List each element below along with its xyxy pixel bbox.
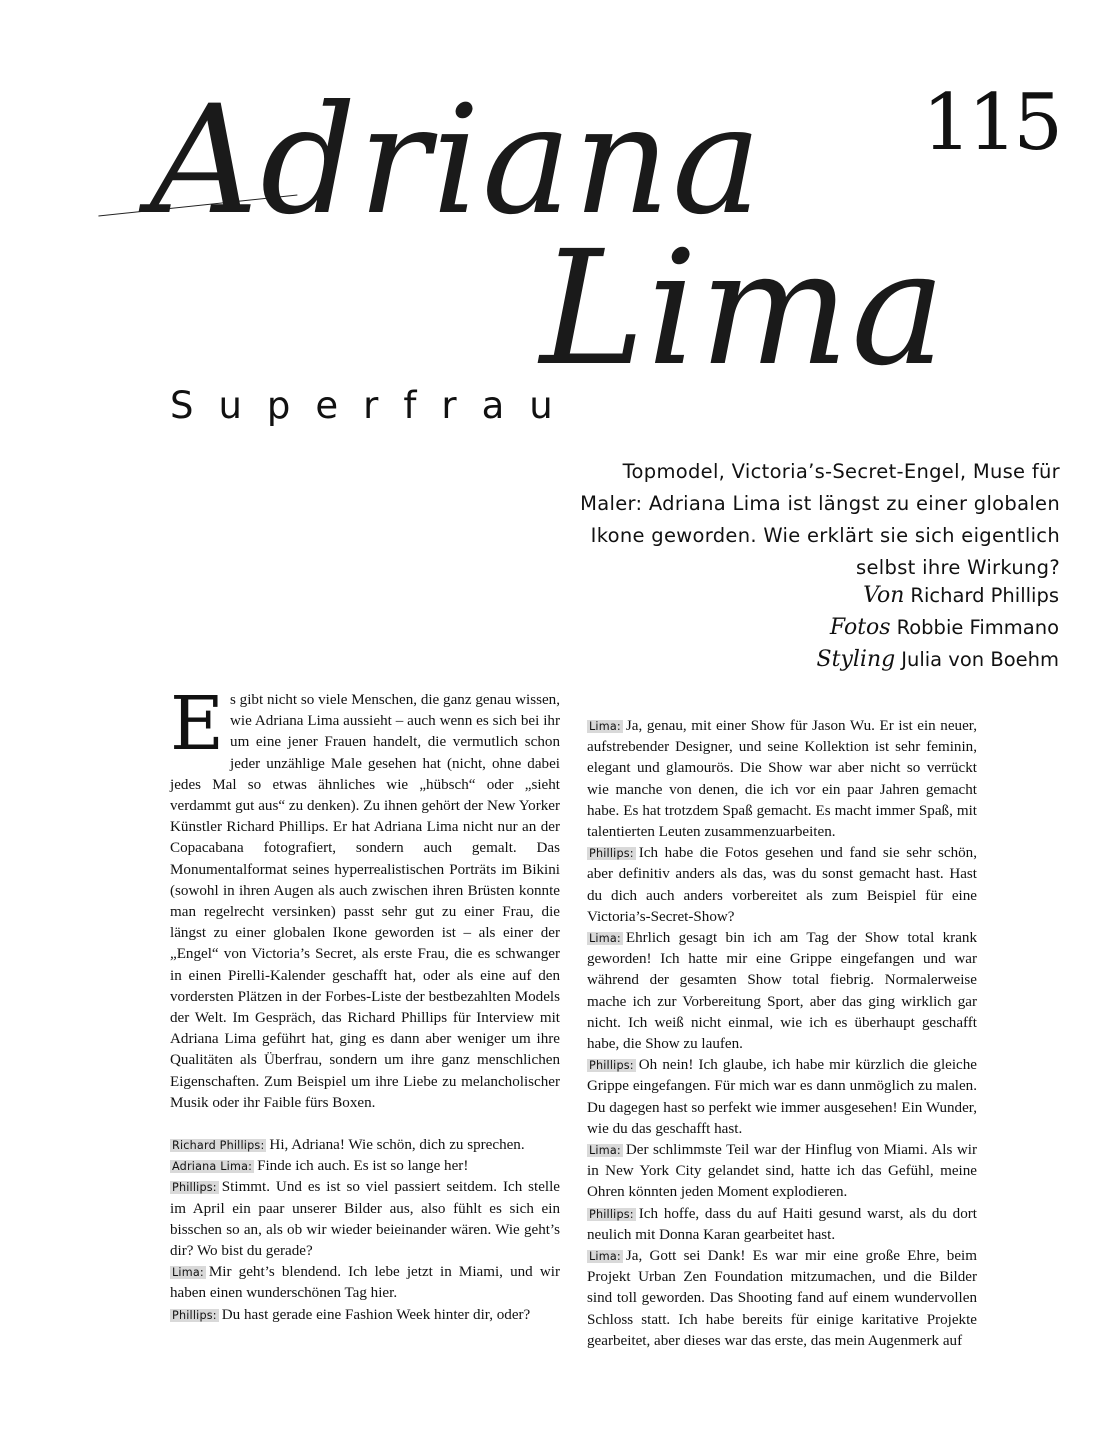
dialogue-line bbox=[170, 1262, 560, 1304]
intro-paragraph bbox=[170, 681, 560, 1114]
speaker-label: Lima: bbox=[589, 1250, 621, 1264]
dialogue-text: Ehrlich gesagt bin ich am Tag der Show total krank geworden! Ich hatte mir eine Grippe eingefangen und war während der gesamten Show total fiebrig. Normalerweise mache ich zur Vorbereitung Sport, aber das ging wirklich gar nicht. Ich weiß nicht einmal, wie ich es überhaupt geschafft habe, die Show zu laufen. bbox=[587, 930, 977, 1053]
dialogue-text: Mir geht’s blendend. Ich lebe jetzt in Miami, und wir haben einen wunderschönen Tag hier. bbox=[170, 1264, 560, 1302]
dialogue-line bbox=[170, 1177, 560, 1262]
column-right bbox=[587, 716, 977, 1352]
credit-role: Von bbox=[863, 583, 905, 608]
dialogue-text: Ich hoffe, dass du auf Haiti gesund warst, als du dort neulich mit Donna Karan gearbeitet hast. bbox=[587, 1205, 977, 1243]
dialogue-line bbox=[587, 1246, 977, 1352]
dialogue-text: Ja, Gott sei Dank! Es war mir eine große Ehre, beim Projekt Urban Zen Foundation mitzumachen, und die Bilder sind toll geworden. Das Shooting fand auf einem wundervollen Schloss statt. Ich habe bereits für einige karitative Projekte gearbeitet, aber dieses war das erste, das mein Augenmerk auf bbox=[587, 1248, 977, 1349]
dialogue-text: Finde ich auch. Es ist so lange her! bbox=[257, 1158, 469, 1175]
lede: Topmodel, Victoria’s-Secret-Engel, Muse für Maler: Adriana Lima ist längst zu einer globalen Ikone geworden. Wie erklärt sie sich eigentlich selbst ihre Wirkung? bbox=[580, 460, 1060, 579]
title-first-name: Adriana bbox=[150, 74, 764, 248]
dialogue-line bbox=[587, 928, 977, 1055]
page-number: 115 bbox=[922, 78, 1059, 168]
dialogue-text: Stimmt. Und es ist so viel passiert seitdem. Ich stelle im April ein paar unserer Bilder aus, also fühlt es sich ein bisschen so an, als ob wir wieder beieinander wären. Wie geht’s dir? Wo bist du gerade? bbox=[170, 1179, 560, 1260]
credit-styling bbox=[817, 644, 1059, 676]
dialogue-left bbox=[170, 1135, 560, 1326]
speaker-label: Lima: bbox=[172, 1266, 204, 1280]
speaker-label: Phillips: bbox=[589, 1059, 634, 1073]
dialogue-line bbox=[587, 1140, 977, 1204]
credit-name: Robbie Fimmano bbox=[896, 616, 1059, 639]
dialogue-text: Du hast gerade eine Fashion Week hinter dir, oder? bbox=[221, 1306, 531, 1323]
dialogue-line bbox=[587, 843, 977, 928]
speaker-label: Lima: bbox=[589, 720, 621, 733]
speaker-label: Phillips: bbox=[172, 1308, 217, 1322]
column-left bbox=[170, 681, 560, 1326]
speaker-label: Richard Phillips: bbox=[172, 1139, 265, 1153]
dialogue-text: Hi, Adriana! Wie schön, dich zu sprechen. bbox=[269, 1137, 525, 1154]
dialogue-line bbox=[587, 1204, 977, 1246]
subtitle: Superfrau bbox=[170, 384, 578, 427]
speaker-label: Lima: bbox=[589, 932, 621, 946]
title-last-name: Lima bbox=[540, 217, 948, 401]
dialogue-line bbox=[587, 716, 977, 843]
credit-author bbox=[817, 580, 1059, 612]
dialogue-text: Der schlimmste Teil war der Hinflug von Miami. Als wir in New York City gelandet sind, hatte ich das Gefühl, meine Ohren könnten jeden Moment explodieren. bbox=[587, 1142, 977, 1201]
dialogue-text: Oh nein! Ich glaube, ich habe mir kürzlich die gleiche Grippe eingefangen. Für mich war es dann unmöglich zu malen. Du dagegen hast so perfekt wie immer ausgesehen! Ein Wunder, wie du das geschafft hast. bbox=[587, 1057, 977, 1137]
credit-role: Styling bbox=[816, 647, 896, 672]
dialogue-line bbox=[587, 1055, 977, 1140]
credit-name: Richard Phillips bbox=[910, 584, 1059, 607]
speaker-label: Phillips: bbox=[589, 1207, 634, 1221]
dialogue-text: Ich habe die Fotos gesehen und fand sie sehr schön, aber definitiv anders als das, was du sonst gemacht hast. Hast du dich auch anders vorbereitet als zum Beispiel für eine Victoria’s-Secret-Show? bbox=[587, 845, 977, 925]
credits bbox=[817, 580, 1059, 676]
intro-text: s gibt nicht so viele Menschen, die ganz genau wissen, wie Adriana Lima aussieht – auch wenn es sich bei ihr um eine jener Frauen handelt, die vermutlich schon jeder unzählige Male gesehen hat (nicht, ohne dabei jedes Mal so etwas ähnliches wie „hübsch“ oder „sieht verdammt gut aus“ zu denken). Zu ihnen gehört der New Yorker Künstler Richard Phillips. Er hat Adriana Lima nicht nur an der Copacabana fotografiert, sondern auch gemalt. Das Monumentalformat seines hyperrealistischen Porträts im Bikini (sowohl in ihren Augen als auch zwischen ihren Brüsten konnte man regelrecht versinken) passt sehr gut zu einer Frau, die längst zu einer globalen Ikone geworden ist – als einer der „Engel“ von Victoria’s Secret, als erste Frau, die es schwanger in einen Pirelli-Kalender geschafft hat, oder als eine auf den vordersten Plätzen in der Forbes-Liste der bestbezahlten Models der Welt. Im Gespräch, das Richard Phillips für Interview mit Adriana Lima geführt hat, ging es dann aber weniger um ihre Qualitäten als Überfrau, sondern um ihre ganz menschlichen Eigenschaften. Zum Beispiel um ihre Liebe zu melancholischer Musik oder ihr Faible fürs Boxen. bbox=[170, 692, 560, 1111]
credit-photos bbox=[817, 612, 1059, 644]
dialogue-line bbox=[170, 1305, 560, 1326]
credit-role: Fotos bbox=[829, 615, 891, 640]
credit-name: Julia von Boehm bbox=[901, 648, 1059, 671]
dialogue-text: Ja, genau, mit einer Show für Jason Wu. Er ist ein neuer, aufstrebender Designer, und seine Kollektion ist sehr feminin, elegant und glamourös. Die Show war aber nicht so verrückt wie manche von denen, die ich vor ein paar Jahren gemacht habe. Es hat trotzdem Spaß gemacht. Es macht immer Spaß, mit talentierten Leuten zusammenzuarbeiten. bbox=[587, 718, 977, 841]
dialogue-line bbox=[170, 1156, 560, 1177]
speaker-label: Lima: bbox=[589, 1144, 621, 1158]
speaker-label: Adriana Lima: bbox=[172, 1160, 253, 1174]
speaker-label: Phillips: bbox=[172, 1181, 217, 1195]
dropcap: E bbox=[170, 681, 225, 767]
dialogue-line bbox=[170, 1135, 560, 1156]
speaker-label: Phillips: bbox=[589, 847, 634, 861]
